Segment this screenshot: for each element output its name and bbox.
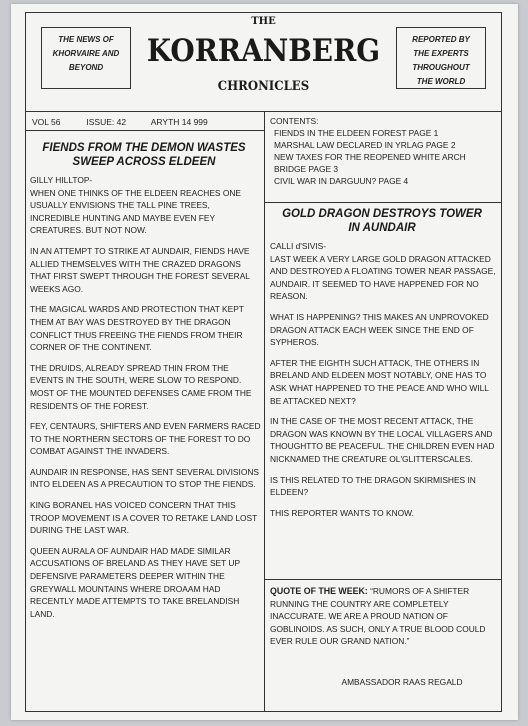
newspaper-page [11, 4, 518, 720]
issue-divider [26, 130, 264, 131]
masthead-the: THE [251, 16, 276, 27]
volume-number: VOL 56 [32, 117, 61, 127]
headline-gold-dragon [268, 207, 496, 235]
paragraph: THE MAGICAL WARDS AND PROTECTION THAT KEPT THEM AT BAY WAS DESTROYED BY THE DRAGON CONFLICT THUS FREEING THE FIENDS FROM THEIR CORNER OF THE CONTINENT. [30, 304, 244, 353]
paragraph: LAST WEEK A VERY LARGE GOLD DRAGON ATTACKED AND DESTROYED A FLOATING TOWER NEAR PASSAGE, AUNDAIR. IT SEEMED TO HAVE HAPPENED FOR NO REASON. [270, 253, 496, 302]
headline-line: SWEEP ACROSS ELDEEN [72, 156, 216, 168]
tagline-line: THE WORLD [416, 77, 466, 86]
paragraph: FEY, CENTAURS, SHIFTERS AND EVEN FARMERS RACED TO THE NORTHERN SECTORS OF THE FOREST TO DO COMBAT AGAINST THE INVADERS. [30, 421, 261, 457]
byline: CALLI d'SIVIS- [270, 241, 327, 251]
contents-item: FIENDS IN THE ELDEEN FOREST PAGE 1 [274, 128, 439, 138]
quote-of-the-week [270, 585, 494, 648]
article-fiends [30, 174, 262, 628]
article-gold-dragon [270, 240, 498, 527]
paragraph: WHAT IS HAPPENING? THIS MAKES AN UNPROVOKED DRAGON ATTACK EACH WEEK SINCE THE END OF SYPHEROS. [270, 311, 489, 348]
quote-divider [264, 579, 502, 580]
tagline-line: REPORTED BY [412, 35, 470, 44]
tagline-line: THE EXPERTS [413, 49, 469, 58]
paragraph: THIS REPORTER WANTS TO KNOW. [270, 507, 414, 518]
headline-fiends [30, 141, 258, 169]
paragraph: IN AN ATTEMPT TO STRIKE AT AUNDAIR, FIENDS HAVE ALLIED THEMSELVES WITH THE CRAZED DRAGONS THAT FIRST SWEPT THROUGH THE FOREST SEVERAL WEEKS AGO. [30, 245, 250, 294]
masthead-title: KORRANBERG [146, 33, 381, 69]
tagline-line: THROUGHOUT [412, 63, 470, 72]
issue-info [32, 117, 262, 127]
paragraph: IN THE CASE OF THE MOST RECENT ATTACK, THE DRAGON WAS KNOWN BY THE LOCAL VILLAGERS AND THOUGHTTO BE PEACEFUL. THE CHILDREN EVEN HAD NICKNAMED THE CREATURE OL'GLITTERSCALES. [270, 416, 495, 464]
tagline-line: BEYOND [68, 63, 104, 72]
contents-item: MARSHAL LAW DECLARED IN YRLAG PAGE 2 [274, 140, 456, 150]
headline-line: GOLD DRAGON DESTROYS TOWER [282, 208, 482, 220]
contents-label: CONTENTS: [270, 116, 319, 126]
masthead-subtitle: CHRONICLES [217, 79, 310, 94]
issue-number: ISSUE: 42 [86, 117, 127, 127]
quote-label: QUOTE OF THE WEEK: [270, 586, 368, 596]
paragraph: KING BORANEL HAS VOICED CONCERN THAT THIS TROOP MOVEMENT IS A COVER TO RETAKE LAND LOST DURING THE LAST WAR. [30, 500, 258, 536]
headline-line: FIENDS FROM THE DEMON WASTES [42, 142, 246, 154]
tagline-line: KHORVAIRE AND [52, 49, 120, 58]
headline-line: IN AUNDAIR [348, 222, 416, 234]
paragraph: AUNDAIR IN RESPONSE, HAS SENT SEVERAL DIVISIONS INTO ELDEEN AS A PRECAUTION TO STOP THE FIENDS. [30, 466, 259, 490]
contents-divider [264, 202, 502, 203]
tagline-line: THE NEWS OF [58, 35, 114, 44]
paragraph: THE DRUIDS, ALREADY SPREAD THIN FROM THE EVENTS IN THE SOUTH, WERE SLOW TO RESPOND. MOST OF THE MOUNTED DEFENSES CAME FROM THE RESIDENTS OF THE FOREST. [30, 362, 252, 411]
contents-list [270, 115, 496, 187]
paragraph: AFTER THE EIGHTH SUCH ATTACK, THE OTHERS IN BRELAND AND ELDEEN MOST NOTABLY, ONE HAS TO ASK WHAT HAPPENED TO THE PEACE AND WHO WILL BE ATTACKED NEXT? [270, 357, 489, 406]
quote-attribution: AMBASSADOR RAAS REGALD [341, 677, 463, 687]
paragraph: IS THIS RELATED TO THE DRAGON SKIRMISHES IN ELDEEN? [270, 474, 476, 498]
page-border [25, 12, 502, 712]
paragraph: WHEN ONE THINKS OF THE ELDEEN REACHES ONE USUALLY ENVISIONS THE TALL PINE TREES, INCREDIBLE HUNTING AND MAYBE EVEN FEY CREATURES. BUT NOT NOW. [30, 187, 241, 236]
quote-text: “RUMORS OF A SHIFTER RUNNING THE COUNTRY ARE COMPLETELY INACCURATE. WE ARE A PROUD NATION OF GOBLINOIDS. AS SUCH, ONLY A TRUE BLOOD COULD EVER RULE OUR GRAND NATION.” [270, 586, 486, 647]
contents-item: BRIDGE PAGE 3 [274, 164, 339, 174]
tagline-box-right [396, 27, 486, 89]
contents-item: CIVIL WAR IN DARGUUN? PAGE 4 [274, 176, 409, 186]
issue-date: ARYTH 14 999 [150, 117, 208, 127]
paragraph: QUEEN AURALA OF AUNDAIR HAD MADE SIMILAR ACCUSATIONS OF BRELAND AS THEY HAVE SET UP DEFENSIVE PARAMETERS DEEPER WITHIN THE GREYWALL MOUNTAINS WHERE DROAAM HAD RECENTLY MADE ATTEMPTS TO TAKE BRELANDISH LAND. [30, 545, 240, 619]
masthead [26, 13, 501, 111]
byline: GILLY HILLTOP- [30, 175, 93, 185]
contents-item: NEW TAXES FOR THE REOPENED WHITE ARCH [274, 152, 466, 162]
